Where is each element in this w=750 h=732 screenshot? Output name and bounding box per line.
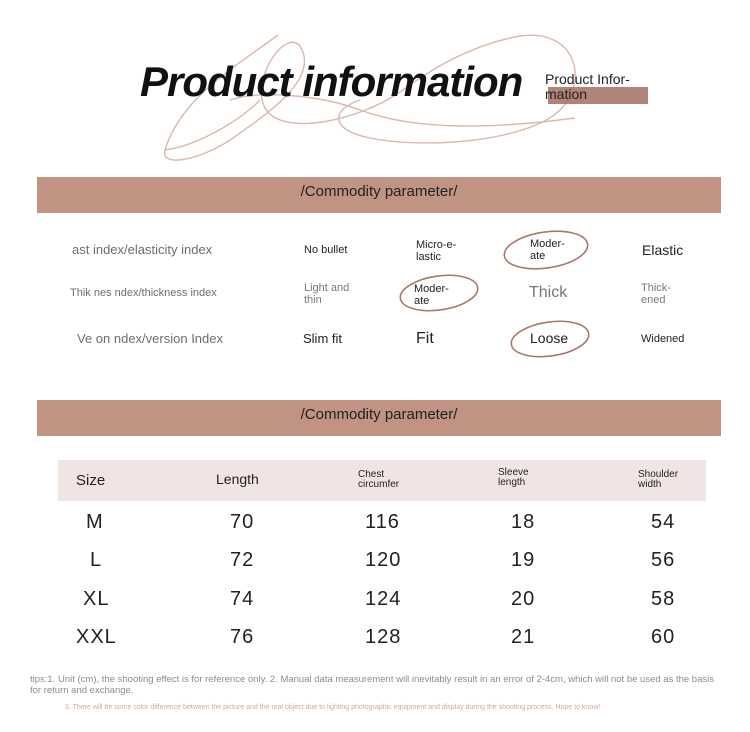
size-table-header bbox=[58, 460, 706, 501]
param-option: Thick- ened bbox=[641, 282, 671, 306]
tips-text: tips:1. Unit (cm), the shooting effect is for reference only. 2. Manual data measurement will inevitably result in an error of 2-4cm, which will not be used as the basis for return and exchange. bbox=[30, 674, 714, 696]
param-label-thickness: Thik nes ndex/thickness index bbox=[70, 287, 217, 299]
table-cell: 128 bbox=[365, 626, 402, 648]
param-option-selected: Moder- ate bbox=[414, 283, 449, 307]
table-cell: XXL bbox=[76, 626, 117, 648]
column-header-length: Length bbox=[216, 471, 259, 487]
table-cell: 70 bbox=[230, 511, 255, 533]
section-band-parameters: /Commodity parameter/ bbox=[37, 177, 721, 213]
table-cell: 54 bbox=[651, 511, 676, 533]
table-cell: 56 bbox=[651, 549, 676, 571]
table-cell: 116 bbox=[365, 511, 400, 533]
param-option: Micro-e- lastic bbox=[416, 239, 457, 263]
param-label-elasticity: ast index/elasticity index bbox=[72, 242, 213, 257]
column-header-chest: Chest circumfer bbox=[358, 470, 400, 490]
param-option: Thick bbox=[529, 284, 568, 301]
subtitle-block bbox=[543, 72, 653, 108]
table-cell: 74 bbox=[230, 588, 255, 610]
table-cell: XL bbox=[83, 588, 110, 610]
table-cell: 18 bbox=[511, 511, 536, 533]
subtitle-text: Product Infor- mation bbox=[545, 71, 630, 102]
param-option: Widened bbox=[641, 333, 685, 345]
table-cell: 124 bbox=[365, 588, 402, 610]
param-option: Fit bbox=[416, 330, 434, 347]
param-label-version: Ve on ndex/version Index bbox=[77, 331, 223, 346]
column-header-shoulder: Shoulder width bbox=[638, 469, 679, 490]
table-cell: 120 bbox=[365, 549, 402, 571]
column-header-size: Size bbox=[76, 472, 106, 489]
table-cell: 58 bbox=[651, 588, 676, 610]
page-title: Product information bbox=[140, 58, 523, 105]
table-cell: 19 bbox=[511, 549, 536, 571]
param-option: Light and thin bbox=[304, 282, 350, 306]
table-cell: 76 bbox=[230, 626, 255, 648]
table-cell: 60 bbox=[651, 626, 676, 648]
param-option-selected: Moder- ate bbox=[530, 238, 565, 262]
table-cell: M bbox=[86, 511, 104, 533]
param-option: Elastic bbox=[642, 242, 684, 258]
table-cell: 20 bbox=[511, 588, 536, 610]
table-cell: L bbox=[90, 549, 103, 571]
param-option: No bullet bbox=[304, 244, 348, 256]
param-option-selected: Loose bbox=[530, 330, 569, 346]
param-option: Slim fit bbox=[303, 331, 342, 346]
tips-note: 3. There will be some color difference between the picture and the real object due to lighting photographic equipment and display during the shooting process. Hope to know! bbox=[65, 704, 601, 711]
table-cell: 72 bbox=[230, 549, 255, 571]
section-band-size: /Commodity parameter/ bbox=[37, 400, 721, 436]
column-header-sleeve: Sleeve length bbox=[498, 467, 529, 488]
table-cell: 21 bbox=[511, 626, 536, 648]
